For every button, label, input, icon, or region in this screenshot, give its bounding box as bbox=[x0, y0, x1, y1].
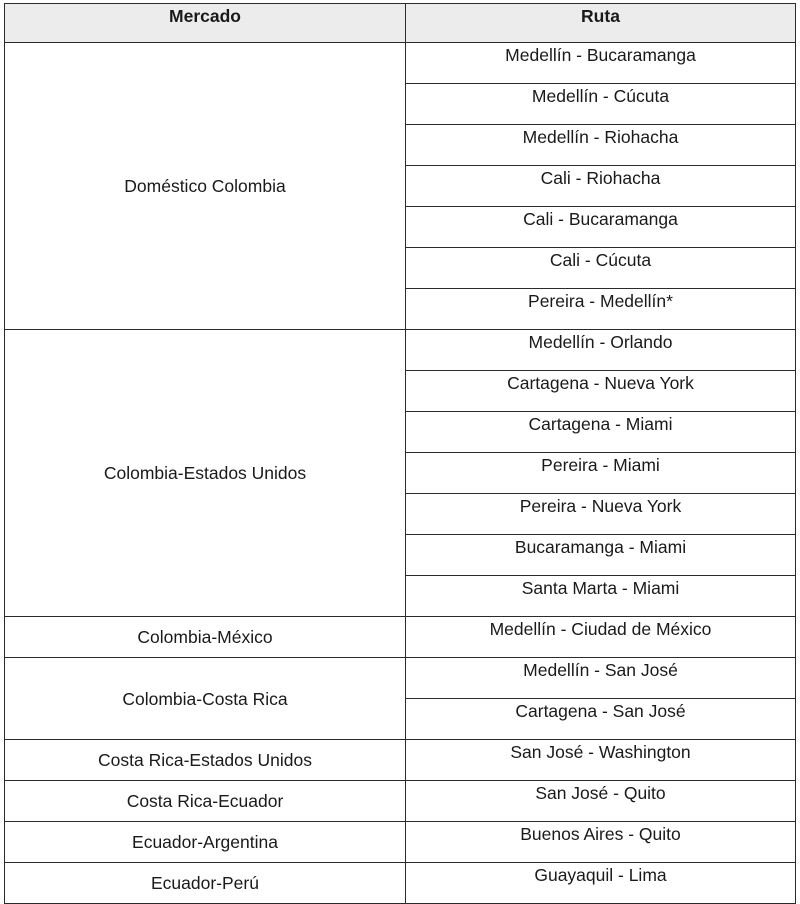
market-cell: Costa Rica-Estados Unidos bbox=[5, 740, 406, 781]
table-row bbox=[5, 330, 796, 371]
routes-body bbox=[5, 43, 796, 904]
route-cell: Cartagena - Miami bbox=[406, 412, 796, 453]
market-cell: Doméstico Colombia bbox=[5, 43, 406, 330]
route-cell: San José - Washington bbox=[406, 740, 796, 781]
table-row bbox=[5, 43, 796, 84]
route-cell: Cali - Riohacha bbox=[406, 166, 796, 207]
market-cell: Ecuador-Perú bbox=[5, 863, 406, 904]
table-row bbox=[5, 822, 796, 863]
route-cell: Medellín - Ciudad de México bbox=[406, 617, 796, 658]
route-cell: Medellín - Orlando bbox=[406, 330, 796, 371]
header-row bbox=[5, 4, 796, 43]
route-cell: Santa Marta - Miami bbox=[406, 576, 796, 617]
route-cell: Cartagena - Nueva York bbox=[406, 371, 796, 412]
market-cell: Colombia-Estados Unidos bbox=[5, 330, 406, 617]
route-cell: Medellín - San José bbox=[406, 658, 796, 699]
route-cell: Medellín - Cúcuta bbox=[406, 84, 796, 125]
table-row bbox=[5, 658, 796, 699]
route-cell: Pereira - Miami bbox=[406, 453, 796, 494]
route-cell: Guayaquil - Lima bbox=[406, 863, 796, 904]
table-row bbox=[5, 781, 796, 822]
route-column-header: Ruta bbox=[406, 4, 796, 43]
market-cell: Colombia-México bbox=[5, 617, 406, 658]
route-cell: Buenos Aires - Quito bbox=[406, 822, 796, 863]
market-cell: Ecuador-Argentina bbox=[5, 822, 406, 863]
route-cell: Pereira - Nueva York bbox=[406, 494, 796, 535]
routes-table bbox=[4, 3, 796, 904]
table-row bbox=[5, 740, 796, 781]
route-cell: Cali - Bucaramanga bbox=[406, 207, 796, 248]
route-cell: Medellín - Bucaramanga bbox=[406, 43, 796, 84]
route-cell: San José - Quito bbox=[406, 781, 796, 822]
route-cell: Cali - Cúcuta bbox=[406, 248, 796, 289]
route-cell: Medellín - Riohacha bbox=[406, 125, 796, 166]
route-cell: Pereira - Medellín* bbox=[406, 289, 796, 330]
route-cell: Cartagena - San José bbox=[406, 699, 796, 740]
table-row bbox=[5, 863, 796, 904]
route-cell: Bucaramanga - Miami bbox=[406, 535, 796, 576]
table-row bbox=[5, 617, 796, 658]
market-cell: Colombia-Costa Rica bbox=[5, 658, 406, 740]
market-column-header: Mercado bbox=[5, 4, 406, 43]
market-cell: Costa Rica-Ecuador bbox=[5, 781, 406, 822]
